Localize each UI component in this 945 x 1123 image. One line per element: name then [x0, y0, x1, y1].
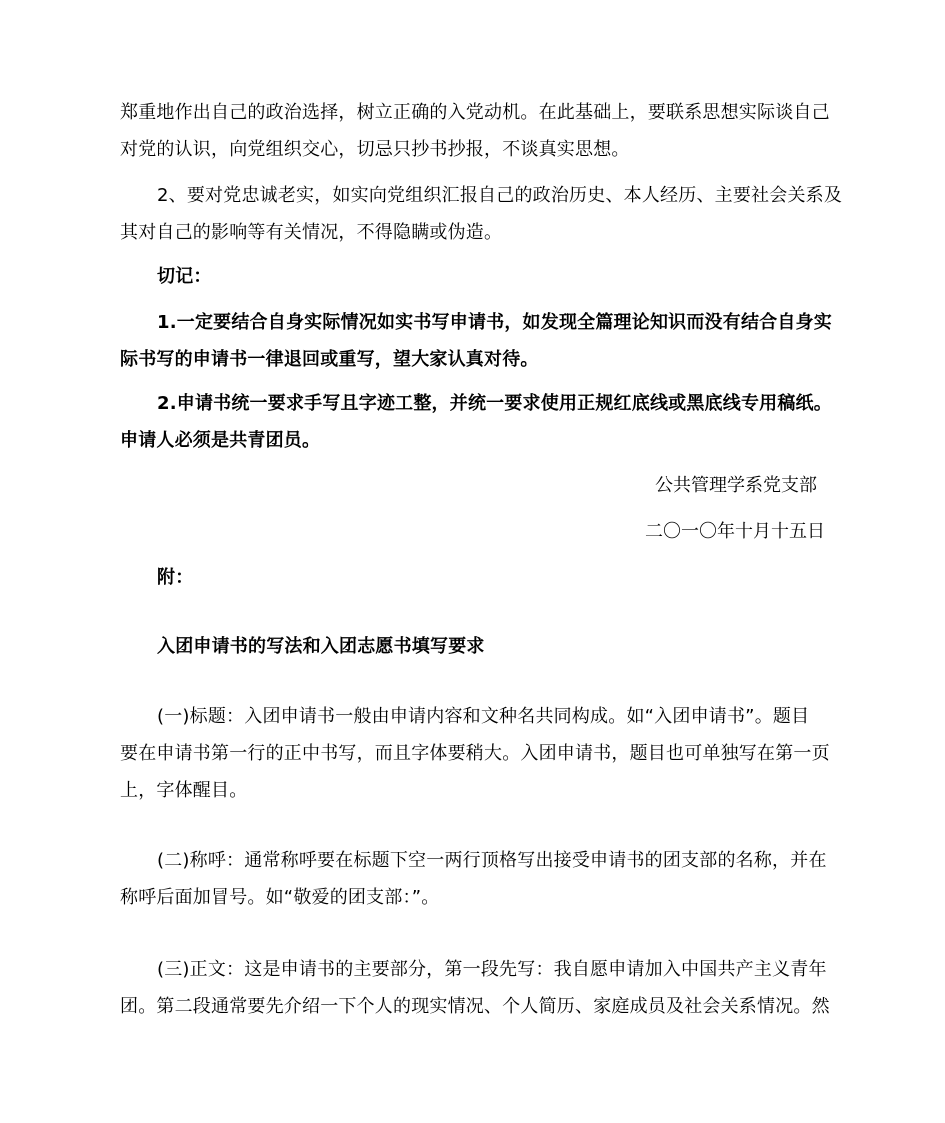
appendix-title-text: 入团申请书的写法和入团志愿书填写要求 [157, 636, 485, 657]
paragraph-honesty [120, 177, 843, 251]
caution-item-1 [120, 304, 832, 378]
text-line: 郑重地作出自己的政治选择，树立正确的入党动机。在此基础上，要联系思想实际谈自己 [120, 102, 830, 123]
appendix-title [120, 628, 832, 665]
text-line: 团。第二段通常要先介绍一下个人的现实情况、个人简历、家庭成员及社会关系情况。然 [120, 996, 830, 1017]
text-line: 对党的认识，向党组织交心，切忌只抄书抄报，不谈真实思想。 [120, 139, 630, 160]
text-line: 际书写的申请书一律退回或重写，望大家认真对待。 [120, 349, 539, 370]
text-line: 1.一定要结合自身实际情况如实书写申请书，如发现全篇理论知识而没有结合自身实 [157, 312, 832, 333]
appendix-heading [120, 559, 832, 596]
signature-organization: 公共管理学系党支部 [655, 475, 817, 496]
paragraph-party-motive [120, 94, 832, 168]
section-title-rules [120, 698, 832, 809]
text-line: (二)称呼：通常称呼要在标题下空一两行顶格写出接受申请书的团支部的名称，并在 [157, 850, 827, 871]
appendix-label: 附： [157, 567, 194, 588]
text-line: 2、要对党忠诚老实，如实向党组织汇报自己的政治历史、本人经历、主要社会关系及 [157, 185, 843, 206]
caution-item-2 [120, 385, 832, 459]
text-line: 申请人必须是共青团员。 [120, 430, 321, 451]
caution-heading [120, 258, 832, 295]
section-body-rules [120, 951, 832, 1025]
text-line: 其对自己的影响等有关情况，不得隐瞒或伪造。 [120, 222, 503, 243]
text-line: 上，字体醒目。 [120, 780, 248, 801]
text-line: 要在申请书第一行的正中书写，而且字体要稍大。入团申请书，题目也可单独写在第一页 [120, 743, 830, 764]
text-line: 2.申请书统一要求手写且字迹工整，并统一要求使用正规红底线或黑底线专用稿纸。 [157, 393, 832, 414]
caution-label: 切记： [157, 266, 212, 287]
section-salutation-rules [120, 842, 832, 916]
text-line: 称呼后面加冒号。如“敬爱的团支部：”。 [120, 887, 440, 908]
signature-date: 二〇一〇年十月十五日 [645, 521, 825, 542]
text-line: (一)标题：入团申请书一般由申请内容和文种名共同构成。如“入团申请书”。题目 [157, 706, 810, 727]
text-line: (三)正文：这是申请书的主要部分，第一段先写：我自愿申请加入中国共产主义青年 [157, 959, 827, 980]
